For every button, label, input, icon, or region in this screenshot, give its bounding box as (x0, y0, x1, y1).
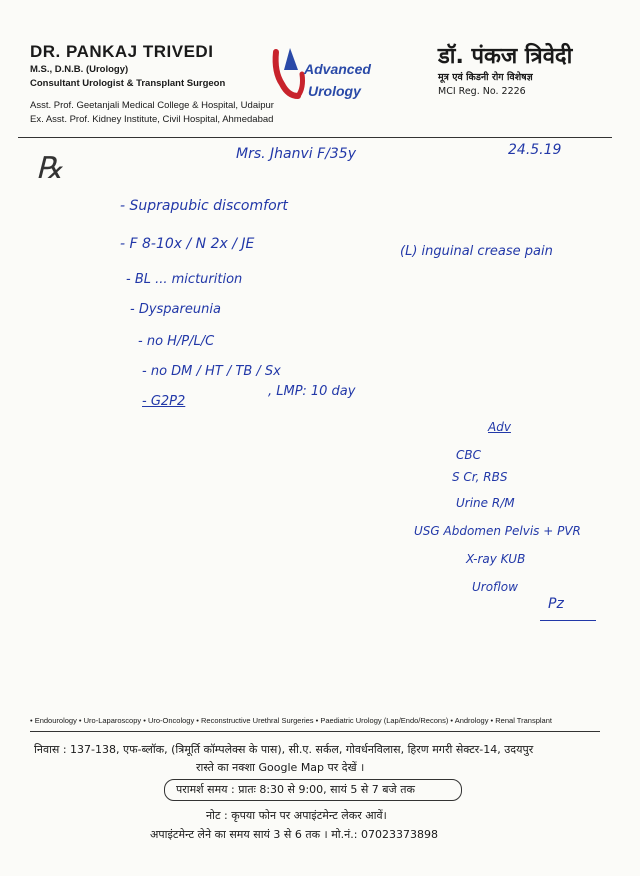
complaint-5: - no H/P/L/C (138, 334, 215, 349)
map-note: रास्ते का नक्शा Google Map पर देखें । (196, 761, 365, 774)
appointment-note: नोट : कृपया फोन पर अपाइंटमेन्ट लेकर आवें। (206, 809, 387, 822)
investigation-2: S Cr, RBS (452, 470, 508, 484)
logo-u-stroke (276, 52, 298, 96)
registration-number: MCI Reg. No. 2226 (438, 86, 526, 97)
clinic-address: निवास : 137-138, एफ-ब्लॉक, (त्रिमूर्ति कॉम्पलेक्स के पास), सी.ए. सर्कल, गोवर्धनविलास, हिरण मगरी सेक्टर-14, उदयपुर (34, 743, 534, 756)
doctor-name-hindi: डॉ. पंकज त्रिवेदी (438, 44, 573, 69)
header-divider (18, 137, 612, 138)
qualification: M.S., D.N.B. (Urology) (30, 64, 129, 75)
appointment-timings: अपाइंटमेन्ट लेने का समय सायं 3 से 6 तक । मो.नं.: 07023373898 (150, 828, 438, 841)
complaint-6: - no DM / HT / TB / Sx (142, 364, 281, 379)
investigation-6: Uroflow (472, 580, 518, 594)
logo-u-stroke-2 (298, 74, 303, 96)
side-note: (L) inguinal crease pain (400, 244, 553, 259)
speciality-hindi: मूत्र एवं किडनी रोग विशेषज्ञ (438, 72, 533, 83)
services-list: • Endourology • Uro-Laparoscopy • Uro-Oncology • Reconstructive Urethral Surgeries • Paediatric Urology (Lap/Endo/Recons) • Andrology • Renal Transplant (30, 716, 552, 725)
complaint-8: , LMP: 10 day (268, 384, 356, 399)
investigation-4: USG Abdomen Pelvis + PVR (414, 524, 581, 538)
logo-text-1: Advanced (304, 61, 371, 77)
complaint-7: - G2P2 (142, 394, 186, 409)
signature-underline (540, 620, 596, 621)
doctor-name: DR. PANKAJ TRIVEDI (30, 42, 214, 61)
investigations-heading: Adv (488, 420, 511, 434)
complaint-4: - Dyspareunia (130, 302, 221, 317)
logo-a-shape (284, 48, 298, 70)
investigation-3: Urine R/M (456, 496, 515, 510)
signature: Pz (548, 596, 564, 612)
affiliation-1: Asst. Prof. Geetanjali Medical College & Hospital, Udaipur (30, 100, 274, 111)
investigation-1: CBC (456, 448, 481, 462)
logo-text-2: Urology (308, 83, 361, 99)
complaint-2: - F 8-10x / N 2x / JE (120, 236, 255, 252)
investigation-5: X-ray KUB (466, 552, 526, 566)
footer-divider (30, 731, 600, 732)
affiliation-2: Ex. Asst. Prof. Kidney Institute, Civil Hospital, Ahmedabad (30, 114, 274, 125)
prescription-date: 24.5.19 (508, 142, 562, 158)
complaint-1: - Suprapubic discomfort (120, 198, 288, 214)
advanced-urology-logo (268, 44, 388, 106)
svg-text:℞: ℞ (36, 151, 63, 186)
patient-details: Mrs. Jhanvi F/35y (236, 146, 356, 162)
consultation-timings: परामर्श समय : प्रातः 8:30 से 9:00, सायं 5 से 7 बजे तक (176, 783, 415, 796)
complaint-3: - BL ... micturition (126, 272, 243, 287)
rx-icon (36, 150, 66, 186)
designation: Consultant Urologist & Transplant Surgeon (30, 78, 226, 89)
